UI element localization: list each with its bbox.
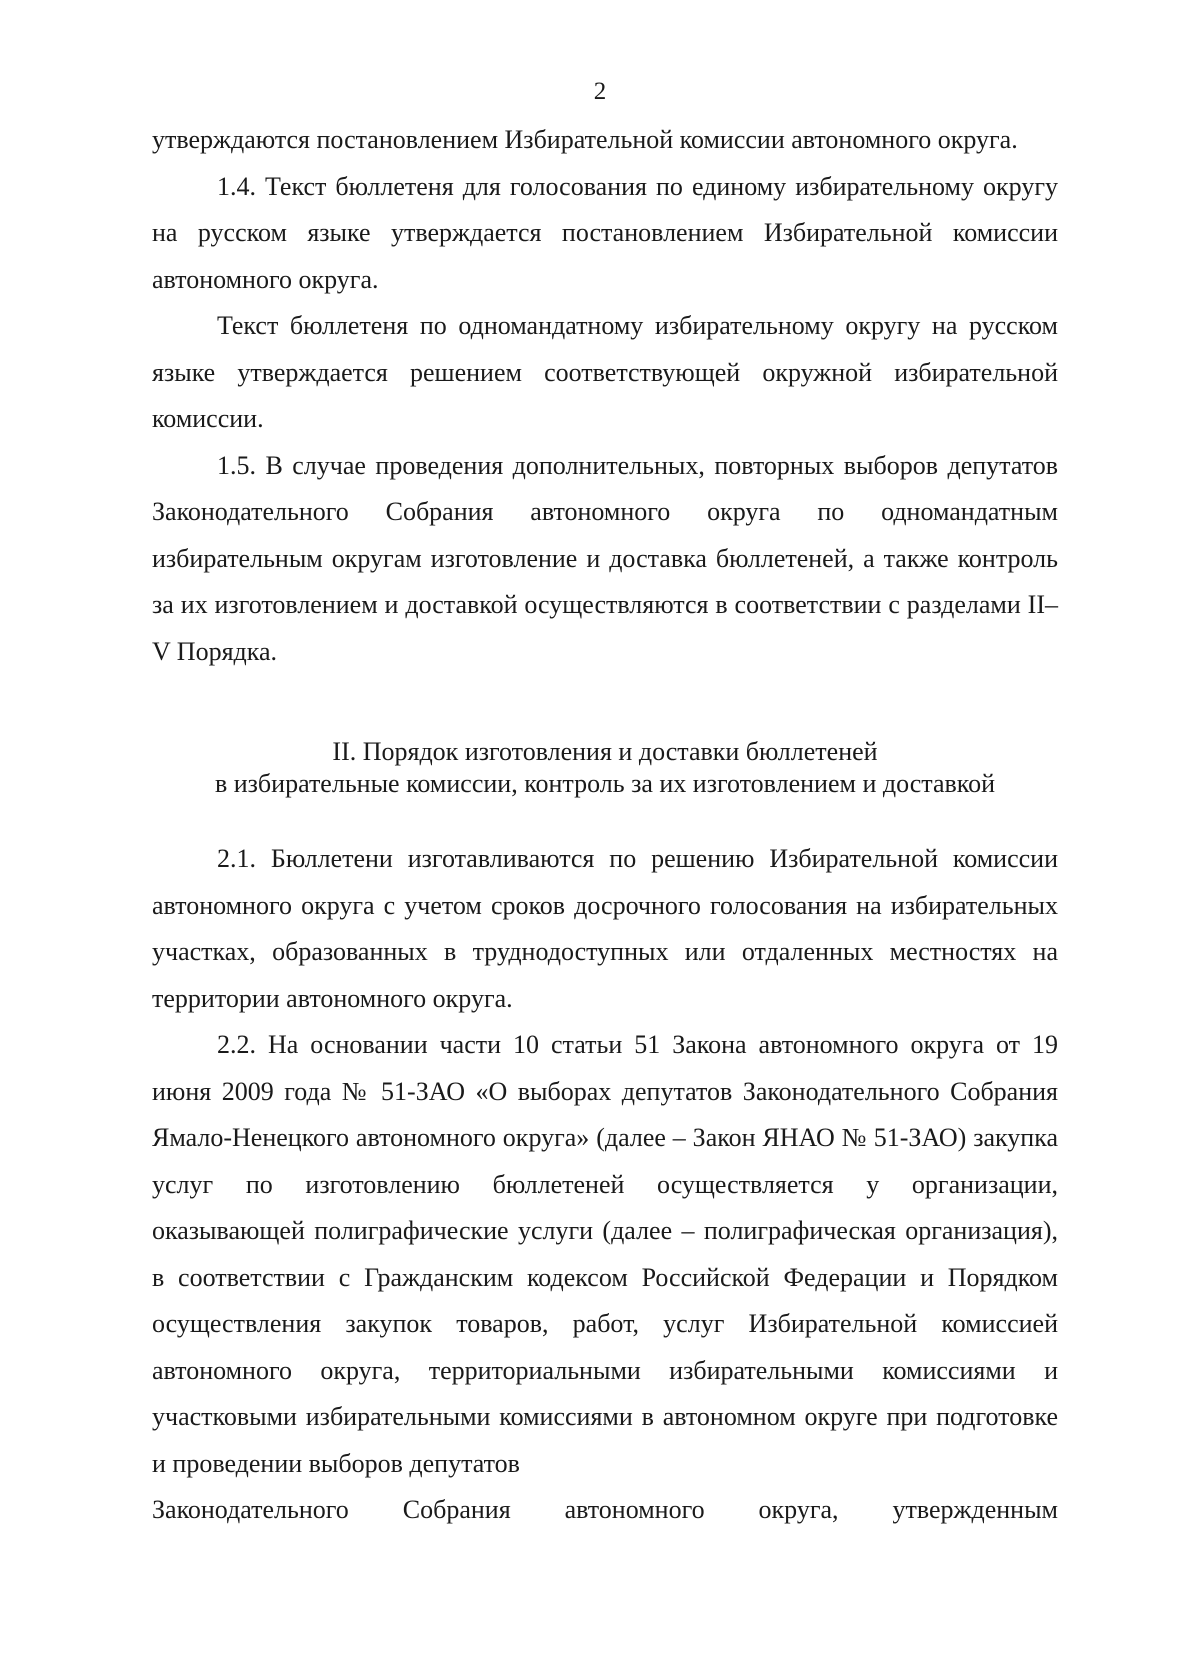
paragraph-2-2: 2.2. На основании части 10 статьи 51 Закона автономного округа от 19 июня 2009 года № 51-ЗАО «О выборах депутатов Законодательного Собрания Ямало-Ненецкого автономного округа» (далее – Закон ЯНАО № 51-ЗАО) закупка услуг по изготовлению бюллетеней осуществляется у организации, оказывающей полиграфические услуги (далее – полиграфическая организация), в соответствии с Гражданским кодексом Российской Федерации и Порядком осуществления закупок товаров, работ, услуг Избирательной комиссией автономного округа, территориальными избирательными комиссиями и участковыми избирательными комиссиями в автономном округе при подготовке и проведении выборов депутатов [152,1030,1058,1478]
paragraph-1-4: 1.4. Текст бюллетеня для голосования по единому избирательному округу на русском языке утверждается постановлением Избирательной комиссии автономного округа. [152,171,1058,294]
document-body [152,117,1058,1534]
section-heading [152,736,1058,800]
paragraph-1-5: 1.5. В случае проведения дополнительных, повторных выборов депутатов Законодательного Собрания автономного округа по одномандатным избирательным округам изготовление и доставка бюллетеней, а также контроль за их изготовлением и доставкой осуществляются в соответствии с разделами II–V Порядка. [152,450,1058,666]
paragraph-continuation: утверждаются постановлением Избирательной комиссии автономного округа. [152,125,1018,154]
paragraph-2-1: 2.1. Бюллетени изготавливаются по решению Избирательной комиссии автономного округа с учетом сроков досрочного голосования на избирательных участках, образованных в труднодоступных или отдаленных местностях на территории автономного округа. [152,844,1058,1013]
section-heading-line-2: в избирательные комиссии, контроль за их изготовлением и доставкой [214,769,996,798]
paragraph-single-mandate-text: Текст бюллетеня по одномандатному избирательному округу на русском языке утверждается решением соответствующей окружной избирательной комиссии. [152,311,1058,433]
paragraph-2-2-last-line: Законодательного Собрания автономного округа, утвержденным [152,1495,1058,1524]
section-heading-line-1: II. Порядок изготовления и доставки бюллетеней [332,737,878,766]
page-number: 2 [593,78,607,105]
